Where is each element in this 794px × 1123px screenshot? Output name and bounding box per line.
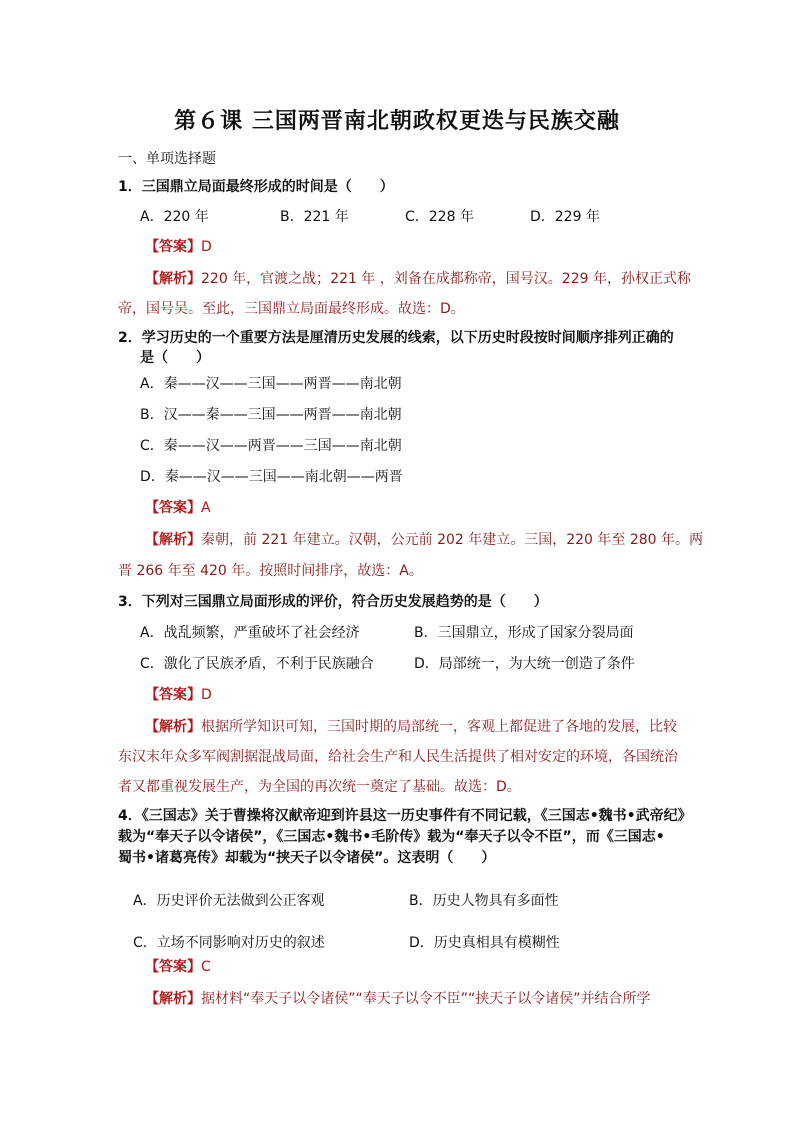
- explanation-tag: 【解析】: [145, 532, 201, 548]
- explanation-tag: 【解析】: [145, 271, 201, 287]
- explanation-text: 秦朝，前 221 年建立。汉朝，公元前 202 年建立。三国，220 年至 280 年。两: [201, 532, 704, 548]
- page-title: 第６课 三国两晋南北朝政权更迭与民族交融: [174, 109, 620, 134]
- q2-option-d: D．秦——汉——三国——南北朝——两晋: [140, 469, 403, 485]
- question-4-stem-line-1: 4．《三国志》关于曹操将汉献帝迎到许县这一历史事件有不同记载，《三国志•魏书•武帝纪》: [118, 808, 692, 824]
- explanation-text: 220 年，官渡之战；221 年 ，刘备在成都称帝，国号汉。229 年，孙权正式称: [201, 271, 691, 287]
- q2-explanation-line-1: [145, 530, 703, 550]
- answer-value: A: [201, 500, 211, 516]
- question-3-stem: 3．下列对三国鼎立局面形成的评价，符合历史发展趋势的是（ ）: [118, 594, 548, 610]
- explanation-text: 根据所学知识可知，三国时期的局部统一，客观上都促进了各地的发展，比较: [201, 719, 677, 735]
- q3-option-d: D．局部统一，为大统一创造了条件: [414, 656, 635, 672]
- answer-tag: 【答案】: [145, 239, 201, 255]
- q1-answer: [145, 237, 212, 257]
- q4-option-a: A．历史评价无法做到公正客观: [133, 893, 325, 909]
- q3-option-a: A．战乱频繁，严重破坏了社会经济: [140, 625, 360, 641]
- q3-option-c: C．激化了民族矛盾，不利于民族融合: [140, 656, 374, 672]
- answer-tag: 【答案】: [145, 959, 201, 975]
- q2-option-c: C．秦——汉——两晋——三国——南北朝: [140, 438, 402, 454]
- answer-value: C: [201, 959, 211, 975]
- q4-option-d: D．历史真相具有模糊性: [409, 935, 560, 951]
- question-2-stem-line-1: 2．学习历史的一个重要方法是厘清历史发展的线索，以下历史时段按时间顺序排列正确的: [118, 330, 674, 346]
- q3-answer: [145, 685, 212, 705]
- answer-tag: 【答案】: [145, 500, 201, 516]
- q4-explanation-line-1: [145, 989, 651, 1009]
- question-2-stem-line-2: 是（ ）: [140, 350, 210, 366]
- question-1-stem: 1．三国鼎立局面最终形成的时间是（ ）: [118, 179, 394, 195]
- q3-explanation-line-1: [145, 717, 677, 737]
- section-heading: 一、单项选择题: [118, 151, 216, 167]
- q2-option-b: B．汉——秦——三国——两晋——南北朝: [140, 407, 402, 423]
- explanation-tag: 【解析】: [145, 719, 201, 735]
- q1-option-d: D．229 年: [530, 209, 600, 225]
- q1-explanation-line-2: 帝，国号吴。至此，三国鼎立局面最终形成。故选：D。: [118, 301, 465, 317]
- explanation-text: 据材料“奉天子以令诸侯”“奉天子以令不臣”“挟天子以令诸侯”并结合所学: [201, 991, 651, 1007]
- q1-explanation-line-1: [145, 269, 691, 289]
- answer-tag: 【答案】: [145, 687, 201, 703]
- q3-explanation-line-3: 者又都重视发展生产，为全国的再次统一奠定了基础。故选：D。: [118, 779, 521, 795]
- q2-answer: [145, 498, 211, 518]
- q2-explanation-line-2: 晋 266 年至 420 年。按照时间排序，故选：A。: [118, 563, 423, 579]
- q4-option-b: B．历史人物具有多面性: [409, 893, 559, 909]
- q3-option-b: B．三国鼎立，形成了国家分裂局面: [414, 625, 634, 641]
- answer-value: D: [201, 239, 212, 255]
- explanation-tag: 【解析】: [145, 991, 201, 1007]
- q2-option-a: A．秦——汉——三国——两晋——南北朝: [140, 376, 402, 392]
- q4-option-c: C．立场不同影响对历史的叙述: [133, 935, 325, 951]
- q3-explanation-line-2: 东汉末年众多军阀割据混战局面，给社会生产和人民生活提供了相对安定的环境，各国统治: [118, 749, 678, 765]
- question-4-stem-line-3: 蜀书•诸葛亮传》却载为“挟天子以令诸侯”。这表明（ ）: [118, 850, 496, 866]
- question-4-stem-line-2: 载为“奉天子以令诸侯”，《三国志•魏书•毛阶传》载为“奉天子以令不臣”，而《三国志•: [118, 829, 665, 845]
- q1-option-b: B．221 年: [280, 209, 349, 225]
- q4-answer: [145, 957, 211, 977]
- answer-value: D: [201, 687, 212, 703]
- q1-option-a: A．220 年: [140, 209, 209, 225]
- q1-option-c: C．228 年: [405, 209, 474, 225]
